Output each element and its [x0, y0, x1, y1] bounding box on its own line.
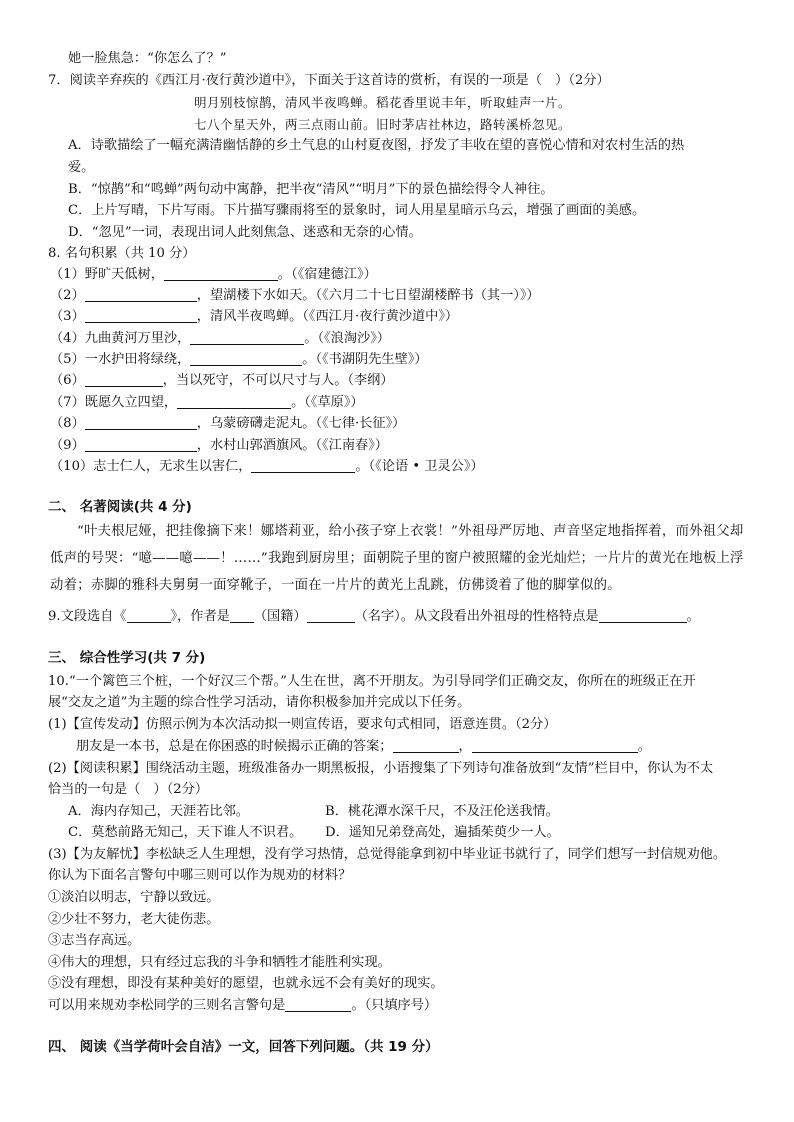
- item-text: （1）野旷天低树，: [50, 267, 164, 282]
- quote-5: ⑤没有理想，即没有某种美好的愿望，也就永远不会有美好的现实。: [48, 976, 444, 991]
- q10-option-b: B．桃花潭水深千尺，不及汪伦送我情。: [325, 804, 559, 819]
- item-text: （3）: [50, 309, 85, 324]
- q10-option-c: C．莫愁前路无知己，天下谁人不识君。: [68, 825, 303, 840]
- novel-passage: “叶夫根尼娅，把挂像摘下来！娜塔莉亚，给小孩子穿上衣裳！”外祖母严厉地、声音坚定地指挥着，而外祖父却低声的号哭：“噫——噫——！……”我跑到厨房里；面朝院子里的窗户被照耀的金光灿烂；一片片的黄光在地板上浮动着；赤脚的雅科夫舅舅一面穿靴子，一面在一片片的黄光上乱跳，仿佛烫着了他的脚掌似的。: [50, 524, 744, 593]
- item-source: 。（《宿建德江》）: [277, 267, 377, 282]
- quote-4: ④伟大的理想，只有经过忘我的斗争和牺牲才能胜利实现。: [48, 955, 391, 970]
- period: 。: [637, 739, 651, 754]
- answer-blank[interactable]: [251, 458, 355, 473]
- q9-text-d: （名字）。从文段看出外祖母的性格特点是: [354, 609, 599, 624]
- answer-hint: 。（只填序号）: [351, 998, 438, 1013]
- answer-blank[interactable]: [177, 394, 291, 409]
- character-trait-blank[interactable]: [599, 608, 687, 623]
- q8-item-3: [50, 306, 458, 327]
- slogan-blank-1[interactable]: [393, 738, 459, 753]
- q7-option-b: B．“惊鹊”和“鸣蝉”两句动中寓静，把半夜“清风”“明月”下的景色描绘得令人神往。: [68, 182, 554, 197]
- item-source: 。（《书湖阴先生壁》）: [302, 352, 428, 367]
- q10-option-d: D．遥知兄弟登高处，遍插茱萸少一人。: [325, 825, 560, 840]
- answer-blank[interactable]: [85, 437, 197, 452]
- item-text: （2）: [50, 288, 85, 303]
- q9-text-b: 》，作者是: [170, 609, 230, 624]
- nationality-blank[interactable]: [230, 608, 254, 623]
- q9-text-c: （国籍）: [253, 609, 307, 624]
- answer-blank[interactable]: [190, 351, 302, 366]
- answer-blank[interactable]: [85, 415, 197, 430]
- poem-line-1: 明月别枝惊鹊，清风半夜鸣蝉。稻花香里说丰年，听取蛙声一片。: [194, 95, 572, 110]
- item-source: ，望湖楼下水如天。（《六月二十七日望湖楼醉书（其一）》）: [196, 288, 540, 303]
- quote-2: ②少壮不努力，老大徒伤悲。: [48, 912, 220, 927]
- q7-option-a: A．诗歌描绘了一幅充满清幽恬静的乡土气息的山村夏夜图，抒发了丰收在望的喜悦心情和对农村生活的热: [68, 138, 685, 153]
- answer-blank[interactable]: [190, 330, 304, 345]
- item-text: （8）: [50, 416, 85, 431]
- section-2-heading: 二、 名著阅读(共 4 分): [48, 499, 192, 515]
- slogan-blank-2[interactable]: [472, 738, 638, 753]
- section-4-heading: 四、 阅读《当学荷叶会自洁》一文，回答下列问题。（共 19 分）: [48, 1039, 439, 1055]
- q7-stem: 7．阅读辛弃疾的《西江月·夜行黄沙道中》，下面关于这首诗的赏析，有误的一项是（ ）（2分）: [48, 73, 610, 88]
- q10-part1-example: [76, 736, 651, 757]
- example-text: 朋友是一本书，总是在你困惑的时候揭示正确的答案；: [76, 739, 393, 754]
- item-text: （5）一水护田将绿绕，: [50, 352, 191, 367]
- q7-option-c: C．上片写晴，下片写雨。下片描写骤雨将至的景象时，词人用星星暗示乌云，增强了画面的美感。: [68, 203, 646, 218]
- q8-item-8: [50, 413, 405, 434]
- q8-item-4: [50, 328, 390, 349]
- quote-3: ③志当存高远。: [48, 933, 141, 948]
- q9-line: [48, 606, 700, 627]
- item-text: （6）: [50, 373, 85, 388]
- q10-part2-title: (2)【阅读积累】围绕活动主题，班级准备办一期黑板报，小语搜集了下列诗句准备放到“友情”栏目中，你认为不太: [48, 761, 714, 776]
- quote-1: ①淡泊以明志，宁静以致远。: [48, 890, 220, 905]
- answer-blank[interactable]: [164, 266, 278, 281]
- q8-item-7: [50, 392, 364, 413]
- comma: ，: [458, 739, 472, 754]
- answer-blank[interactable]: [85, 287, 197, 302]
- q8-stem: 8. 名句积累（共 10 分）: [48, 246, 196, 261]
- intro-line: 她一脸焦急：“你怎么了？”: [68, 51, 227, 66]
- item-source: 。（《浪淘沙》）: [304, 331, 390, 346]
- q8-item-2: [50, 285, 540, 306]
- q10-intro: 10.“一个篱笆三个桩，一个好汉三个帮。”人生在世，离不开朋友。为引导同学们正确交友，你所在的班级正在开: [48, 674, 696, 689]
- item-text: （4）九曲黄河万里沙，: [50, 331, 191, 346]
- q8-item-5: [50, 349, 428, 370]
- item-source: ，水村山郭酒旗风。（《江南春》）: [196, 438, 388, 453]
- q10-intro-cont: 展“交友之道”为主题的综合性学习活动，请你积极参加并完成以下任务。: [48, 695, 471, 710]
- item-source: ，当以死守，不可以尺寸与人。（李纲）: [162, 373, 394, 388]
- q8-item-10: [50, 456, 484, 477]
- item-source: ，清风半夜鸣蝉。（《西江月·夜行黄沙道中》）: [196, 309, 459, 324]
- q10-option-a: A．海内存知己，天涯若比邻。: [68, 804, 249, 819]
- answer-blank[interactable]: [85, 308, 197, 323]
- q7-option-a-cont: 爱。: [68, 160, 95, 175]
- q10-part3-title-cont: 你认为下面名言警句中哪三则可以作为规劝的材料？: [48, 868, 352, 883]
- item-text: （9）: [50, 438, 85, 453]
- book-title-blank[interactable]: [127, 608, 171, 623]
- item-source: 。（《草原》）: [291, 395, 364, 410]
- q7-option-d: D．“忽见”一词，表现出词人此刻焦急、迷惑和无奈的心情。: [68, 225, 422, 240]
- q9-text-e: 。: [686, 609, 700, 624]
- q8-item-6: [50, 370, 394, 391]
- poem-line-2: 七八个星天外，两三点雨山前。旧时茅店社林边，路转溪桥忽见。: [194, 117, 572, 132]
- q8-item-9: [50, 435, 388, 456]
- answer-blank[interactable]: [85, 372, 163, 387]
- answer-prompt: 可以用来规劝李松同学的三则名言警句是: [48, 998, 286, 1013]
- item-text: （7）既愿久立四望，: [50, 395, 178, 410]
- q10-part3-answer: [48, 995, 437, 1016]
- answer-blank[interactable]: [285, 997, 351, 1012]
- q10-part1-title: (1)【宣传发动】仿照示例为本次活动拟一则宣传语，要求句式相同，语意连贯。（2分）: [48, 717, 557, 732]
- item-text: （10）志士仁人，无求生以害仁，: [50, 459, 252, 474]
- author-name-blank[interactable]: [307, 608, 355, 623]
- q10-part3-title: (3)【为友解忧】李松缺乏人生理想，没有学习热情，总觉得能拿到初中毕业证书就行了，同学们想写一封信规劝他。: [48, 847, 727, 862]
- item-source: 。（《论语 • 卫灵公》）: [355, 459, 484, 474]
- q8-item-1: [50, 264, 377, 285]
- section-3-heading: 三、 综合性学习(共 7 分): [48, 650, 206, 666]
- q9-text-a: 9.文段选自《: [48, 609, 127, 624]
- q10-part2-title-cont: 恰当的一句是（ ）（2分）: [48, 782, 209, 797]
- item-source: ，乌蒙磅礴走泥丸。（《七律·长征》）: [196, 416, 406, 431]
